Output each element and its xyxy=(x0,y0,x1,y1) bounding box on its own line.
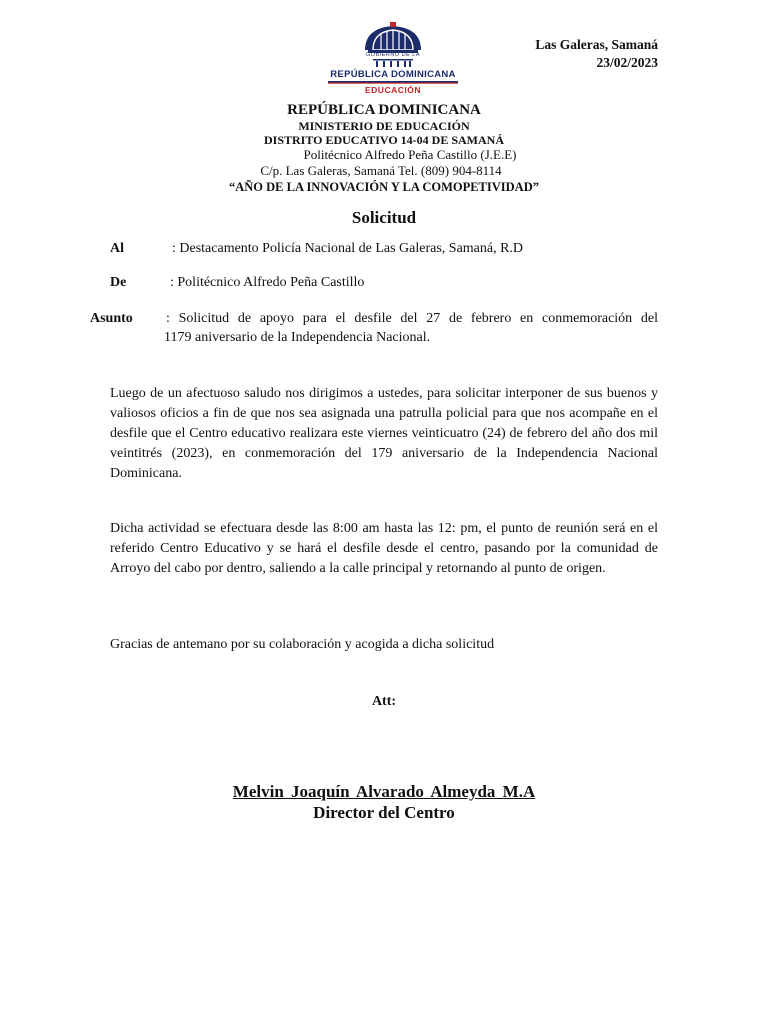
place-date xyxy=(535,36,658,72)
field-subject-line1: : Solicitud de apoyo para el desfile del 27 de febrero en conmemoración del xyxy=(166,311,658,326)
columns-icon xyxy=(373,59,413,68)
signature-name: Melvin Joaquín Alvarado Almeyda M.A xyxy=(232,782,536,801)
header-ministry: MINISTERIO DE EDUCACIÓN xyxy=(298,119,470,133)
place: Las Galeras, Samaná xyxy=(535,37,658,52)
body-paragraph-3: Gracias de antemano por su colaboración y acogida a dicha solicitud xyxy=(110,637,495,652)
header-district: DISTRITO EDUCATIVO 14-04 DE SAMANÁ xyxy=(263,133,504,147)
field-from-value: : Politécnico Alfredo Peña Castillo xyxy=(170,275,365,290)
header-school: Politécnico Alfredo Peña Castillo (J.E.E) xyxy=(303,147,517,162)
logo-republica: REPÚBLICA DOMINICANA xyxy=(330,69,456,80)
document-title: Solicitud xyxy=(351,208,417,227)
signature-role: Director del Centro xyxy=(313,803,455,822)
field-to-label: Al xyxy=(110,241,124,256)
field-subject-label: Asunto xyxy=(90,311,133,326)
signature-block xyxy=(0,782,768,823)
date: 23/02/2023 xyxy=(596,55,658,70)
header-country: REPÚBLICA DOMINICANA xyxy=(287,102,481,118)
logo-gobierno: GOBIERNO DE LA xyxy=(365,52,421,58)
body-paragraph-1: Luego de un afectuoso saludo nos dirigimos a ustedes, para solicitar interponer de sus buenos y valiosos oficios a fin de que nos sea asignada una patrulla policial para que nos acompañe en el desfile que el Centro educativo realizara este viernes veinticuatro (24) de febrero del año dos mil veintitrés (2023), en conmemoración del 179 aniversario de la Independencia Nacional Dominicana. xyxy=(110,386,658,481)
header-address: C/p. Las Galeras, Samaná Tel. (809) 904-8114 xyxy=(260,163,502,178)
letterhead xyxy=(0,101,768,195)
field-subject-line2: 1179 aniversario de la Independencia Nacional. xyxy=(164,330,431,345)
logo-educacion: EDUCACIÓN xyxy=(365,85,421,95)
field-to-value: : Destacamento Policía Nacional de Las Galeras, Samaná, R.D xyxy=(172,241,524,256)
ministry-logo xyxy=(318,22,468,100)
body-paragraph-2: Dicha actividad se efectuara desde las 8:00 am hasta las 12: pm, el punto de reunión será en el referido Centro Educativo y se hará el desfile desde el centro, pasando por la comunidad de Arroyo del cabo por dentro, saliendo a la calle principal y retornando al punto de origen. xyxy=(110,521,658,576)
field-from-label: De xyxy=(110,275,127,290)
logo-divider xyxy=(328,81,458,84)
closing: Att: xyxy=(371,694,397,709)
dome-emblem-icon xyxy=(318,22,468,54)
header-motto: “AÑO DE LA INNOVACIÓN Y LA COMOPETIVIDAD” xyxy=(229,180,539,194)
